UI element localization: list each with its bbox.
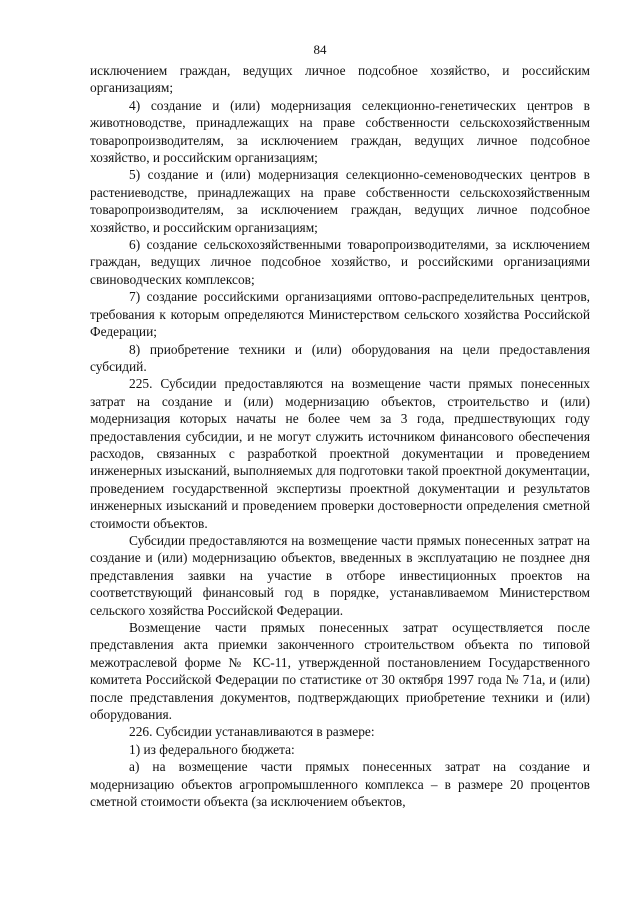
clause-226: 226. Субсидии устанавливаются в размере: [129,724,375,740]
clause-225: 225. Субсидии предоставляются на возмещение части прямых понесенных затрат на создание и (или) модернизацию объектов, строительство и (или) модернизация которых начаты не более чем за 3 года, предшествующих году предоставления субсидии, и не могут служить источником финансового обеспечения расходов, связанных с разработкой проектной документации и проведением инженерных изысканий, выполняемых для подготовки такой проектной документации, проведением государственной экспертизы проектной документации и результатов инженерных изысканий и проведением проверки достоверности определения сметной стоимости объектов. [90,376,590,531]
document-body [90,62,590,810]
subclause-federal-budget: 1) из федерального бюджета: [129,741,295,757]
list-item-8: 8) приобретение техники и (или) оборудования на цели предоставления субсидий. [90,341,590,374]
paragraph-continuation: исключением граждан, ведущих личное подсобное хозяйство, и российским организациям; [90,63,590,96]
list-item-7: 7) создание российскими организациями оптово-распределительных центров, требования к которым определяются Министерством сельского хозяйства Российской Федерации; [90,289,590,340]
list-item-5: 5) создание и (или) модернизация селекционно-семеноводческих центров в растениеводстве, принадлежащих на праве собственности сельскохозяйственным товаропроизводителям, за исключением граждан, ведущих личное подсобное хозяйство, и российским организациям; [90,167,590,235]
list-item-6: 6) создание сельскохозяйственными товаропроизводителями, за исключением граждан, ведущих личное подсобное хозяйство, и российскими организациями свиноводческих комплексов; [90,237,590,287]
paragraph-subsidies-commissioning: Субсидии предоставляются на возмещение части прямых понесенных затрат на создание и (или) модернизацию объектов, введенных в эксплуатацию не позднее дня представления заявки на участие в отборе инвестиционных проектов на соответствующий финансовый год в порядке, устанавливаемом Министерством сельского хозяйства Российской Федерации. [90,532,590,618]
paragraph-cost-reimbursement: Возмещение части прямых понесенных затрат осуществляется после представления акта приемки законченного строительством объекта по типовой межотраслевой форме № КС-11, утвержденной постановлением Государственного комитета Российской Федерации по статистике от 30 октября 1997 года № 71а, и (или) после представления документов, подтверждающих приобретение техники и (или) оборудования. [90,620,590,723]
list-item-4: 4) создание и (или) модернизация селекционно-генетических центров в животноводстве, принадлежащих на праве собственности сельскохозяйственным товаропроизводителям, за исключением граждан, ведущих личное подсобное хозяйство, и российским организациям; [90,97,590,166]
subclause-a: а) на возмещение части прямых понесенных затрат на создание и модернизацию объектов агропромышленного комплекса – в размере 20 процентов сметной стоимости объекта (за исключением объектов, [90,759,590,810]
page-number: 84 [313,42,327,57]
